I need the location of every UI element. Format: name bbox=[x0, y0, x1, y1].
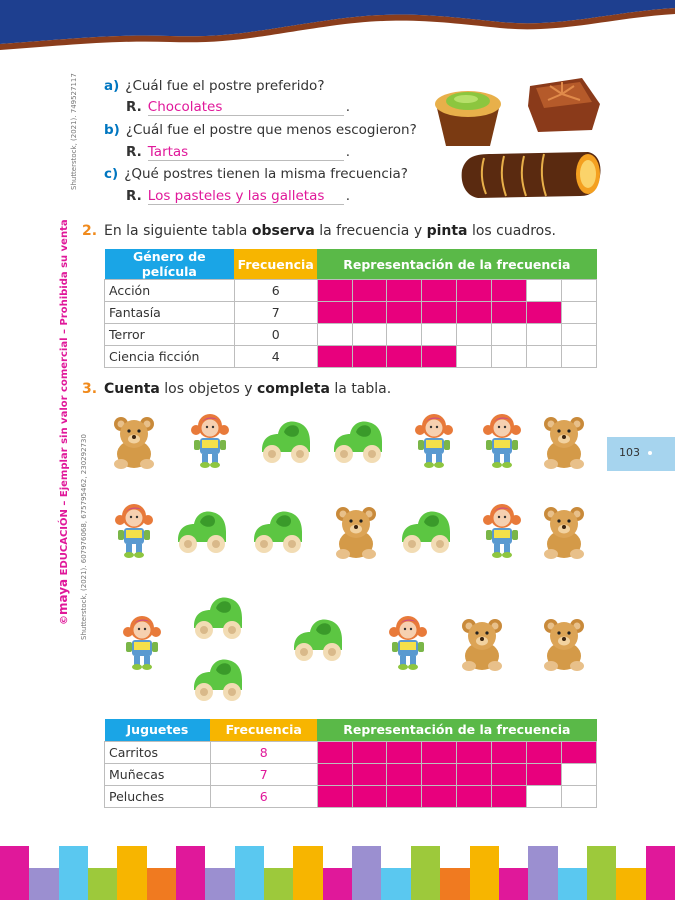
filled-cell[interactable] bbox=[317, 763, 352, 785]
question-text: ¿Cuál fue el postre que menos escogieron? bbox=[125, 122, 417, 138]
empty-cell[interactable] bbox=[527, 280, 562, 302]
table-row bbox=[105, 741, 597, 763]
section-2-number: 2. bbox=[82, 223, 98, 239]
answer-label: R. bbox=[126, 144, 142, 160]
row-frequency: 6 bbox=[234, 280, 317, 302]
section-3-number: 3. bbox=[82, 381, 98, 397]
answer-end: . bbox=[345, 99, 351, 115]
row-label: Fantasía bbox=[105, 302, 235, 324]
header-frequency: Frecuencia bbox=[210, 719, 317, 741]
empty-cell[interactable] bbox=[562, 280, 597, 302]
question-letter: b) bbox=[104, 122, 120, 138]
color-stripe bbox=[205, 868, 234, 900]
bottom-color-stripes bbox=[0, 846, 675, 900]
answer-end: . bbox=[345, 188, 351, 204]
doll-icon bbox=[378, 612, 438, 672]
teddy-bear-icon bbox=[534, 612, 594, 672]
teddy-bear-icon bbox=[534, 500, 594, 560]
color-stripe bbox=[88, 868, 117, 900]
color-stripe bbox=[59, 846, 88, 900]
filled-cell[interactable] bbox=[527, 741, 562, 763]
filled-cell[interactable] bbox=[387, 785, 422, 807]
question-letter: a) bbox=[104, 78, 120, 94]
answer-c bbox=[126, 188, 350, 205]
filled-cell[interactable] bbox=[387, 302, 422, 324]
table-row bbox=[105, 324, 597, 346]
filled-cell[interactable] bbox=[562, 741, 597, 763]
row-label: Terror bbox=[105, 324, 235, 346]
row-frequency: 0 bbox=[234, 324, 317, 346]
filled-cell[interactable] bbox=[457, 785, 492, 807]
filled-cell[interactable] bbox=[352, 741, 387, 763]
answer-end: . bbox=[345, 144, 351, 160]
top-wave-decoration bbox=[0, 0, 675, 60]
toys-frequency-table bbox=[104, 719, 597, 808]
doll-icon bbox=[404, 410, 464, 470]
answer-value: Los pasteles y las galletas bbox=[148, 188, 344, 205]
answer-label: R. bbox=[126, 188, 142, 204]
filled-cell[interactable] bbox=[492, 741, 527, 763]
filled-cell[interactable] bbox=[422, 302, 457, 324]
row-label: Ciencia ficción bbox=[105, 346, 235, 368]
color-stripe bbox=[293, 846, 322, 900]
page-number: 103 bbox=[619, 446, 640, 459]
table-row bbox=[105, 280, 597, 302]
color-stripe bbox=[323, 868, 352, 900]
publisher-text: EDUCACIÓN – Ejemplar sin valor comercial – Prohibida su venta bbox=[59, 219, 70, 576]
empty-cell[interactable] bbox=[562, 302, 597, 324]
header-genre: Género de película bbox=[105, 249, 235, 280]
filled-cell[interactable] bbox=[352, 280, 387, 302]
photo-credit-side: Shutterstock, (2021). 607976068, 675795462, 230292730 bbox=[80, 434, 88, 640]
doll-icon bbox=[180, 410, 240, 470]
question-text: ¿Qué postres tienen la misma frecuencia? bbox=[124, 166, 408, 182]
empty-cell[interactable] bbox=[317, 324, 352, 346]
color-stripe bbox=[528, 846, 557, 900]
filled-cell[interactable] bbox=[317, 280, 352, 302]
filled-cell[interactable] bbox=[422, 785, 457, 807]
filled-cell[interactable] bbox=[317, 741, 352, 763]
row-frequency: 4 bbox=[234, 346, 317, 368]
filled-cell[interactable] bbox=[492, 785, 527, 807]
color-stripe bbox=[558, 868, 587, 900]
answer-a bbox=[126, 99, 350, 116]
header-toys: Juguetes bbox=[105, 719, 211, 741]
dot-icon bbox=[648, 451, 652, 455]
filled-cell[interactable] bbox=[387, 741, 422, 763]
filled-cell[interactable] bbox=[492, 763, 527, 785]
filled-cell[interactable] bbox=[527, 763, 562, 785]
filled-cell[interactable] bbox=[527, 302, 562, 324]
instr-bold: observa bbox=[251, 223, 315, 239]
filled-cell[interactable] bbox=[352, 763, 387, 785]
color-stripe bbox=[235, 846, 264, 900]
color-stripe bbox=[264, 868, 293, 900]
section-3-instruction bbox=[104, 381, 391, 397]
chocolate-bar-icon bbox=[462, 152, 601, 198]
header-representation: Representación de la frecuencia bbox=[317, 719, 596, 741]
filled-cell[interactable] bbox=[457, 763, 492, 785]
empty-cell[interactable] bbox=[387, 324, 422, 346]
empty-cell[interactable] bbox=[527, 785, 562, 807]
filled-cell[interactable] bbox=[387, 346, 422, 368]
question-b bbox=[104, 122, 417, 138]
empty-cell[interactable] bbox=[527, 346, 562, 368]
color-stripe bbox=[29, 868, 58, 900]
question-c bbox=[104, 166, 408, 182]
question-a bbox=[104, 78, 325, 94]
teddy-bear-icon bbox=[104, 410, 164, 470]
table-row bbox=[105, 302, 597, 324]
color-stripe bbox=[381, 868, 410, 900]
filled-cell[interactable] bbox=[422, 741, 457, 763]
row-label: Acción bbox=[105, 280, 235, 302]
color-stripe bbox=[117, 846, 146, 900]
toy-car-icon bbox=[396, 500, 456, 560]
filled-cell[interactable] bbox=[387, 280, 422, 302]
filled-cell[interactable] bbox=[387, 763, 422, 785]
answer-label: R. bbox=[126, 99, 142, 115]
color-stripe bbox=[352, 846, 381, 900]
color-stripe bbox=[176, 846, 205, 900]
empty-cell[interactable] bbox=[457, 346, 492, 368]
publisher-notice bbox=[56, 219, 70, 625]
table-row bbox=[105, 763, 597, 785]
answer-value: Tartas bbox=[148, 144, 344, 161]
color-stripe bbox=[616, 868, 645, 900]
row-frequency: 6 bbox=[210, 785, 317, 807]
filled-cell[interactable] bbox=[457, 280, 492, 302]
movie-frequency-table bbox=[104, 249, 597, 368]
filled-cell[interactable] bbox=[317, 785, 352, 807]
filled-cell[interactable] bbox=[317, 346, 352, 368]
row-label: Muñecas bbox=[105, 763, 211, 785]
empty-cell[interactable] bbox=[457, 324, 492, 346]
copyright-symbol: © bbox=[59, 615, 70, 625]
instr-text: En la siguiente tabla bbox=[104, 223, 252, 239]
doll-icon bbox=[112, 612, 172, 672]
toy-car-icon bbox=[188, 586, 248, 646]
filled-cell[interactable] bbox=[352, 785, 387, 807]
instr-text: la tabla. bbox=[329, 381, 392, 397]
color-stripe bbox=[0, 846, 29, 900]
color-stripe bbox=[411, 846, 440, 900]
doll-icon bbox=[472, 500, 532, 560]
filled-cell[interactable] bbox=[457, 741, 492, 763]
instr-text: los objetos y bbox=[159, 381, 257, 397]
instr-text: los cuadros. bbox=[467, 223, 556, 239]
question-text: ¿Cuál fue el postre preferido? bbox=[125, 78, 325, 94]
teddy-bear-icon bbox=[326, 500, 386, 560]
row-frequency: 7 bbox=[234, 302, 317, 324]
empty-cell[interactable] bbox=[492, 346, 527, 368]
page-number-tab bbox=[607, 437, 675, 471]
instr-bold: completa bbox=[256, 381, 330, 397]
filled-cell[interactable] bbox=[422, 280, 457, 302]
toy-car-icon bbox=[288, 608, 348, 668]
filled-cell[interactable] bbox=[352, 302, 387, 324]
filled-cell[interactable] bbox=[492, 280, 527, 302]
instr-bold: pinta bbox=[426, 223, 468, 239]
question-letter: c) bbox=[104, 166, 119, 182]
toy-car-icon bbox=[328, 410, 388, 470]
color-stripe bbox=[147, 868, 176, 900]
color-stripe bbox=[499, 868, 528, 900]
table-row bbox=[105, 346, 597, 368]
color-stripe bbox=[470, 846, 499, 900]
header-frequency: Frecuencia bbox=[234, 249, 317, 280]
empty-cell[interactable] bbox=[562, 763, 597, 785]
filled-cell[interactable] bbox=[492, 302, 527, 324]
filled-cell[interactable] bbox=[352, 346, 387, 368]
answer-b bbox=[126, 144, 350, 161]
instr-text: la frecuencia y bbox=[314, 223, 427, 239]
filled-cell[interactable] bbox=[422, 346, 457, 368]
empty-cell[interactable] bbox=[352, 324, 387, 346]
section-2-instruction bbox=[104, 223, 556, 239]
row-label: Peluches bbox=[105, 785, 211, 807]
toy-car-icon bbox=[248, 500, 308, 560]
instr-bold: Cuenta bbox=[104, 381, 160, 397]
filled-cell[interactable] bbox=[317, 302, 352, 324]
color-stripe bbox=[587, 846, 616, 900]
maya-logo: maya bbox=[56, 578, 70, 615]
teddy-bear-icon bbox=[534, 410, 594, 470]
empty-cell[interactable] bbox=[492, 324, 527, 346]
tart-icon bbox=[435, 91, 501, 146]
toy-car-icon bbox=[188, 648, 248, 708]
doll-icon bbox=[472, 410, 532, 470]
toy-car-icon bbox=[256, 410, 316, 470]
answer-value: Chocolates bbox=[148, 99, 344, 116]
table-row bbox=[105, 785, 597, 807]
photo-credit-top: Shutterstock, (2021). 749527117 bbox=[70, 73, 78, 190]
chocolate-square-icon bbox=[528, 78, 600, 132]
toy-car-icon bbox=[172, 500, 232, 560]
row-label: Carritos bbox=[105, 741, 211, 763]
empty-cell[interactable] bbox=[527, 324, 562, 346]
teddy-bear-icon bbox=[452, 612, 512, 672]
header-representation: Representación de la frecuencia bbox=[317, 249, 596, 280]
color-stripe bbox=[646, 846, 675, 900]
empty-cell[interactable] bbox=[562, 324, 597, 346]
empty-cell[interactable] bbox=[422, 324, 457, 346]
desserts-image bbox=[432, 74, 612, 204]
doll-icon bbox=[104, 500, 164, 560]
filled-cell[interactable] bbox=[457, 302, 492, 324]
filled-cell[interactable] bbox=[422, 763, 457, 785]
row-frequency: 7 bbox=[210, 763, 317, 785]
empty-cell[interactable] bbox=[562, 785, 597, 807]
color-stripe bbox=[440, 868, 469, 900]
row-frequency: 8 bbox=[210, 741, 317, 763]
empty-cell[interactable] bbox=[562, 346, 597, 368]
